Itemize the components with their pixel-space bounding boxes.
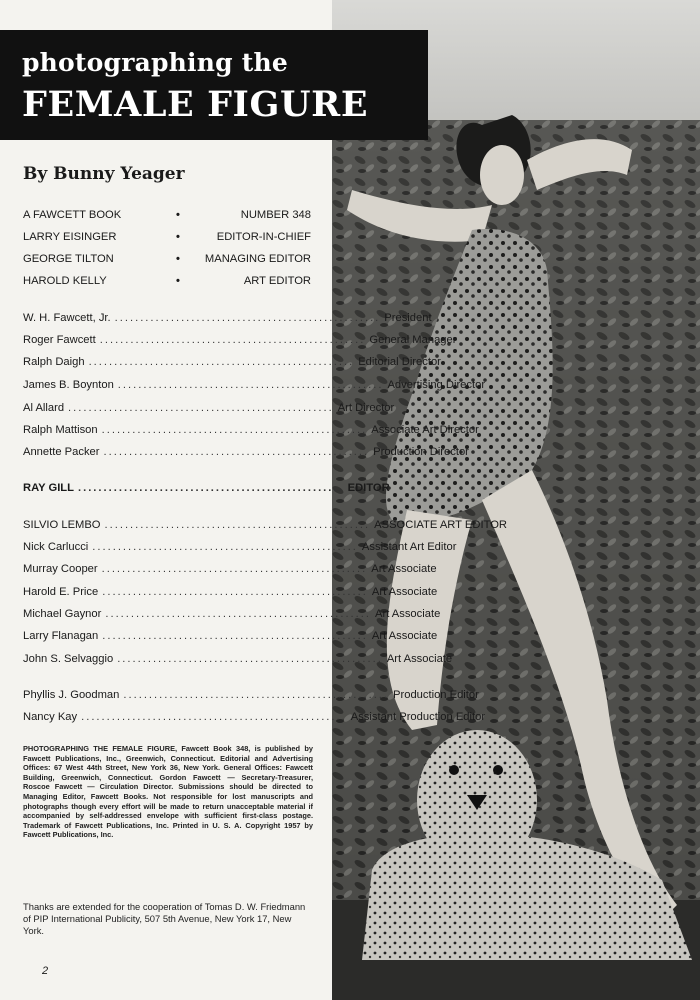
staff-role: ASSOCIATE ART EDITOR xyxy=(374,519,507,531)
staff-row xyxy=(23,649,453,665)
staff-role: Art Associate xyxy=(371,563,437,575)
leader-dots: .................................................... xyxy=(104,519,371,531)
staff-role: Art Associate xyxy=(386,653,453,665)
publication-notice: PHOTOGRAPHING THE FEMALE FIGURE, Fawcett Book 348, is published by Fawcett Publications, Inc., Greenwich, Connecticut. Editorial and Advertising Offices: 67 West 44th Street, New York 36, New York. General Offices: Fawcett Building, Greenwich, Connecticut. Gordon Fawcett — Secretary-Treasurer, Roscoe Fawcett — Circulation Director. Submissions should be directed to Managing Editor, Fawcett Books. Not responsible for lost manuscripts and photographs though every effort will be made to return unacceptable material if accompanied by self-addressed envelope with sufficient first-class postage. Trademark of Fawcett Publications, Inc. Printed in U. S. A. Copyright 1957 by Fawcett Publications, Inc. xyxy=(23,744,313,840)
staff-role: Production Editor xyxy=(393,689,479,701)
staff-name: Roger Fawcett xyxy=(23,334,96,346)
staff-name: Harold E. Price xyxy=(23,586,99,598)
staff-row xyxy=(23,515,507,531)
staff-name: John S. Selvaggio xyxy=(23,653,114,665)
masthead-separator: • xyxy=(176,209,180,221)
masthead-row xyxy=(23,271,311,287)
staff-name: Phyllis J. Goodman xyxy=(23,689,120,701)
staff-name: Murray Cooper xyxy=(23,563,98,575)
staff-role: Assistant Production Editor xyxy=(350,711,486,723)
leader-dots: .................................................... xyxy=(81,711,347,723)
staff-row xyxy=(23,626,438,642)
title-banner xyxy=(0,30,428,140)
staff-role: Advertising Director xyxy=(387,379,486,391)
staff-role: General Manager xyxy=(369,334,457,346)
leader-dots: .................................................... xyxy=(68,402,334,414)
masthead-right: MANAGING EDITOR xyxy=(204,253,311,265)
byline: By Bunny Yeager xyxy=(23,164,185,184)
masthead-left: GEORGE TILTON xyxy=(23,253,114,265)
leader-dots: .................................................... xyxy=(88,356,355,368)
staff-row xyxy=(23,559,437,575)
staff-name: Annette Packer xyxy=(23,446,100,458)
leader-dots: .................................................... xyxy=(103,446,370,458)
masthead-right: NUMBER 348 xyxy=(240,209,311,221)
staff-row xyxy=(23,478,390,494)
leader-dots: .................................................... xyxy=(117,653,383,665)
staff-row xyxy=(23,582,438,598)
staff-row xyxy=(23,375,486,391)
staff-row xyxy=(23,604,441,620)
staff-row xyxy=(23,330,457,346)
masthead-left: A FAWCETT BOOK xyxy=(23,209,122,221)
editor-name: RAY GILL xyxy=(23,482,74,494)
masthead-separator: • xyxy=(176,231,180,243)
masthead-left: HAROLD KELLY xyxy=(23,275,107,287)
staff-role: Production Director xyxy=(373,446,469,458)
staff-row xyxy=(23,707,486,723)
leader-dots: .................................................... xyxy=(101,563,368,575)
staff-row xyxy=(23,442,469,458)
staff-role: Editorial Director xyxy=(358,356,441,368)
staff-role: President xyxy=(384,312,432,324)
masthead-right: ART EDITOR xyxy=(243,275,311,287)
leader-dots: .................................................... xyxy=(114,312,381,324)
staff-name: Ralph Daigh xyxy=(23,356,85,368)
title-line-1: photographing the xyxy=(22,48,288,77)
staff-role: Art Director xyxy=(337,402,395,414)
staff-name: Nancy Kay xyxy=(23,711,78,723)
acknowledgement: Thanks are extended for the cooperation of Tomas D. W. Friedmann of PIP International Publicity, 507 5th Avenue, New York 17, New York. xyxy=(23,901,306,936)
page-number: 2 xyxy=(42,965,49,977)
staff-role: Art Associate xyxy=(375,608,441,620)
leader-dots: .................................................... xyxy=(102,586,368,598)
staff-role: Assistant Art Editor xyxy=(361,541,457,553)
staff-name: Al Allard xyxy=(23,402,65,414)
staff-row xyxy=(23,685,479,701)
leader-dots: .................................................... xyxy=(77,482,344,494)
title-line-2: FEMALE FIGURE xyxy=(22,84,369,125)
masthead-row xyxy=(23,205,311,221)
staff-role: Associate Art Director xyxy=(371,424,479,436)
leader-dots: .................................................... xyxy=(99,334,366,346)
staff-name: Larry Flanagan xyxy=(23,630,99,642)
staff-role: Art Associate xyxy=(371,586,438,598)
masthead-left: LARRY EISINGER xyxy=(23,231,117,243)
staff-name: Michael Gaynor xyxy=(23,608,102,620)
leader-dots: .................................................... xyxy=(117,379,384,391)
staff-row xyxy=(23,537,457,553)
staff-row xyxy=(23,352,441,368)
masthead-separator: • xyxy=(176,253,180,265)
photo-illustration xyxy=(332,0,700,1000)
staff-name: W. H. Fawcett, Jr. xyxy=(23,312,111,324)
leader-dots: .................................................... xyxy=(101,424,368,436)
staff-row xyxy=(23,398,395,414)
staff-row xyxy=(23,308,432,324)
masthead-right: EDITOR-IN-CHIEF xyxy=(216,231,311,243)
editor-role: EDITOR xyxy=(347,482,390,494)
masthead-row xyxy=(23,249,311,265)
masthead-separator: • xyxy=(176,275,180,287)
leader-dots: .................................................... xyxy=(123,689,390,701)
staff-name: James B. Boynton xyxy=(23,379,114,391)
staff-role: Art Associate xyxy=(371,630,438,642)
cover-photograph xyxy=(332,0,700,1000)
staff-name: Nick Carlucci xyxy=(23,541,89,553)
leader-dots: .................................................... xyxy=(102,630,368,642)
staff-name: Ralph Mattison xyxy=(23,424,98,436)
staff-row xyxy=(23,420,479,436)
leader-dots: .................................................... xyxy=(105,608,371,620)
leader-dots: .................................................... xyxy=(92,541,358,553)
masthead-row xyxy=(23,227,311,243)
staff-name: SILVIO LEMBO xyxy=(23,519,101,531)
